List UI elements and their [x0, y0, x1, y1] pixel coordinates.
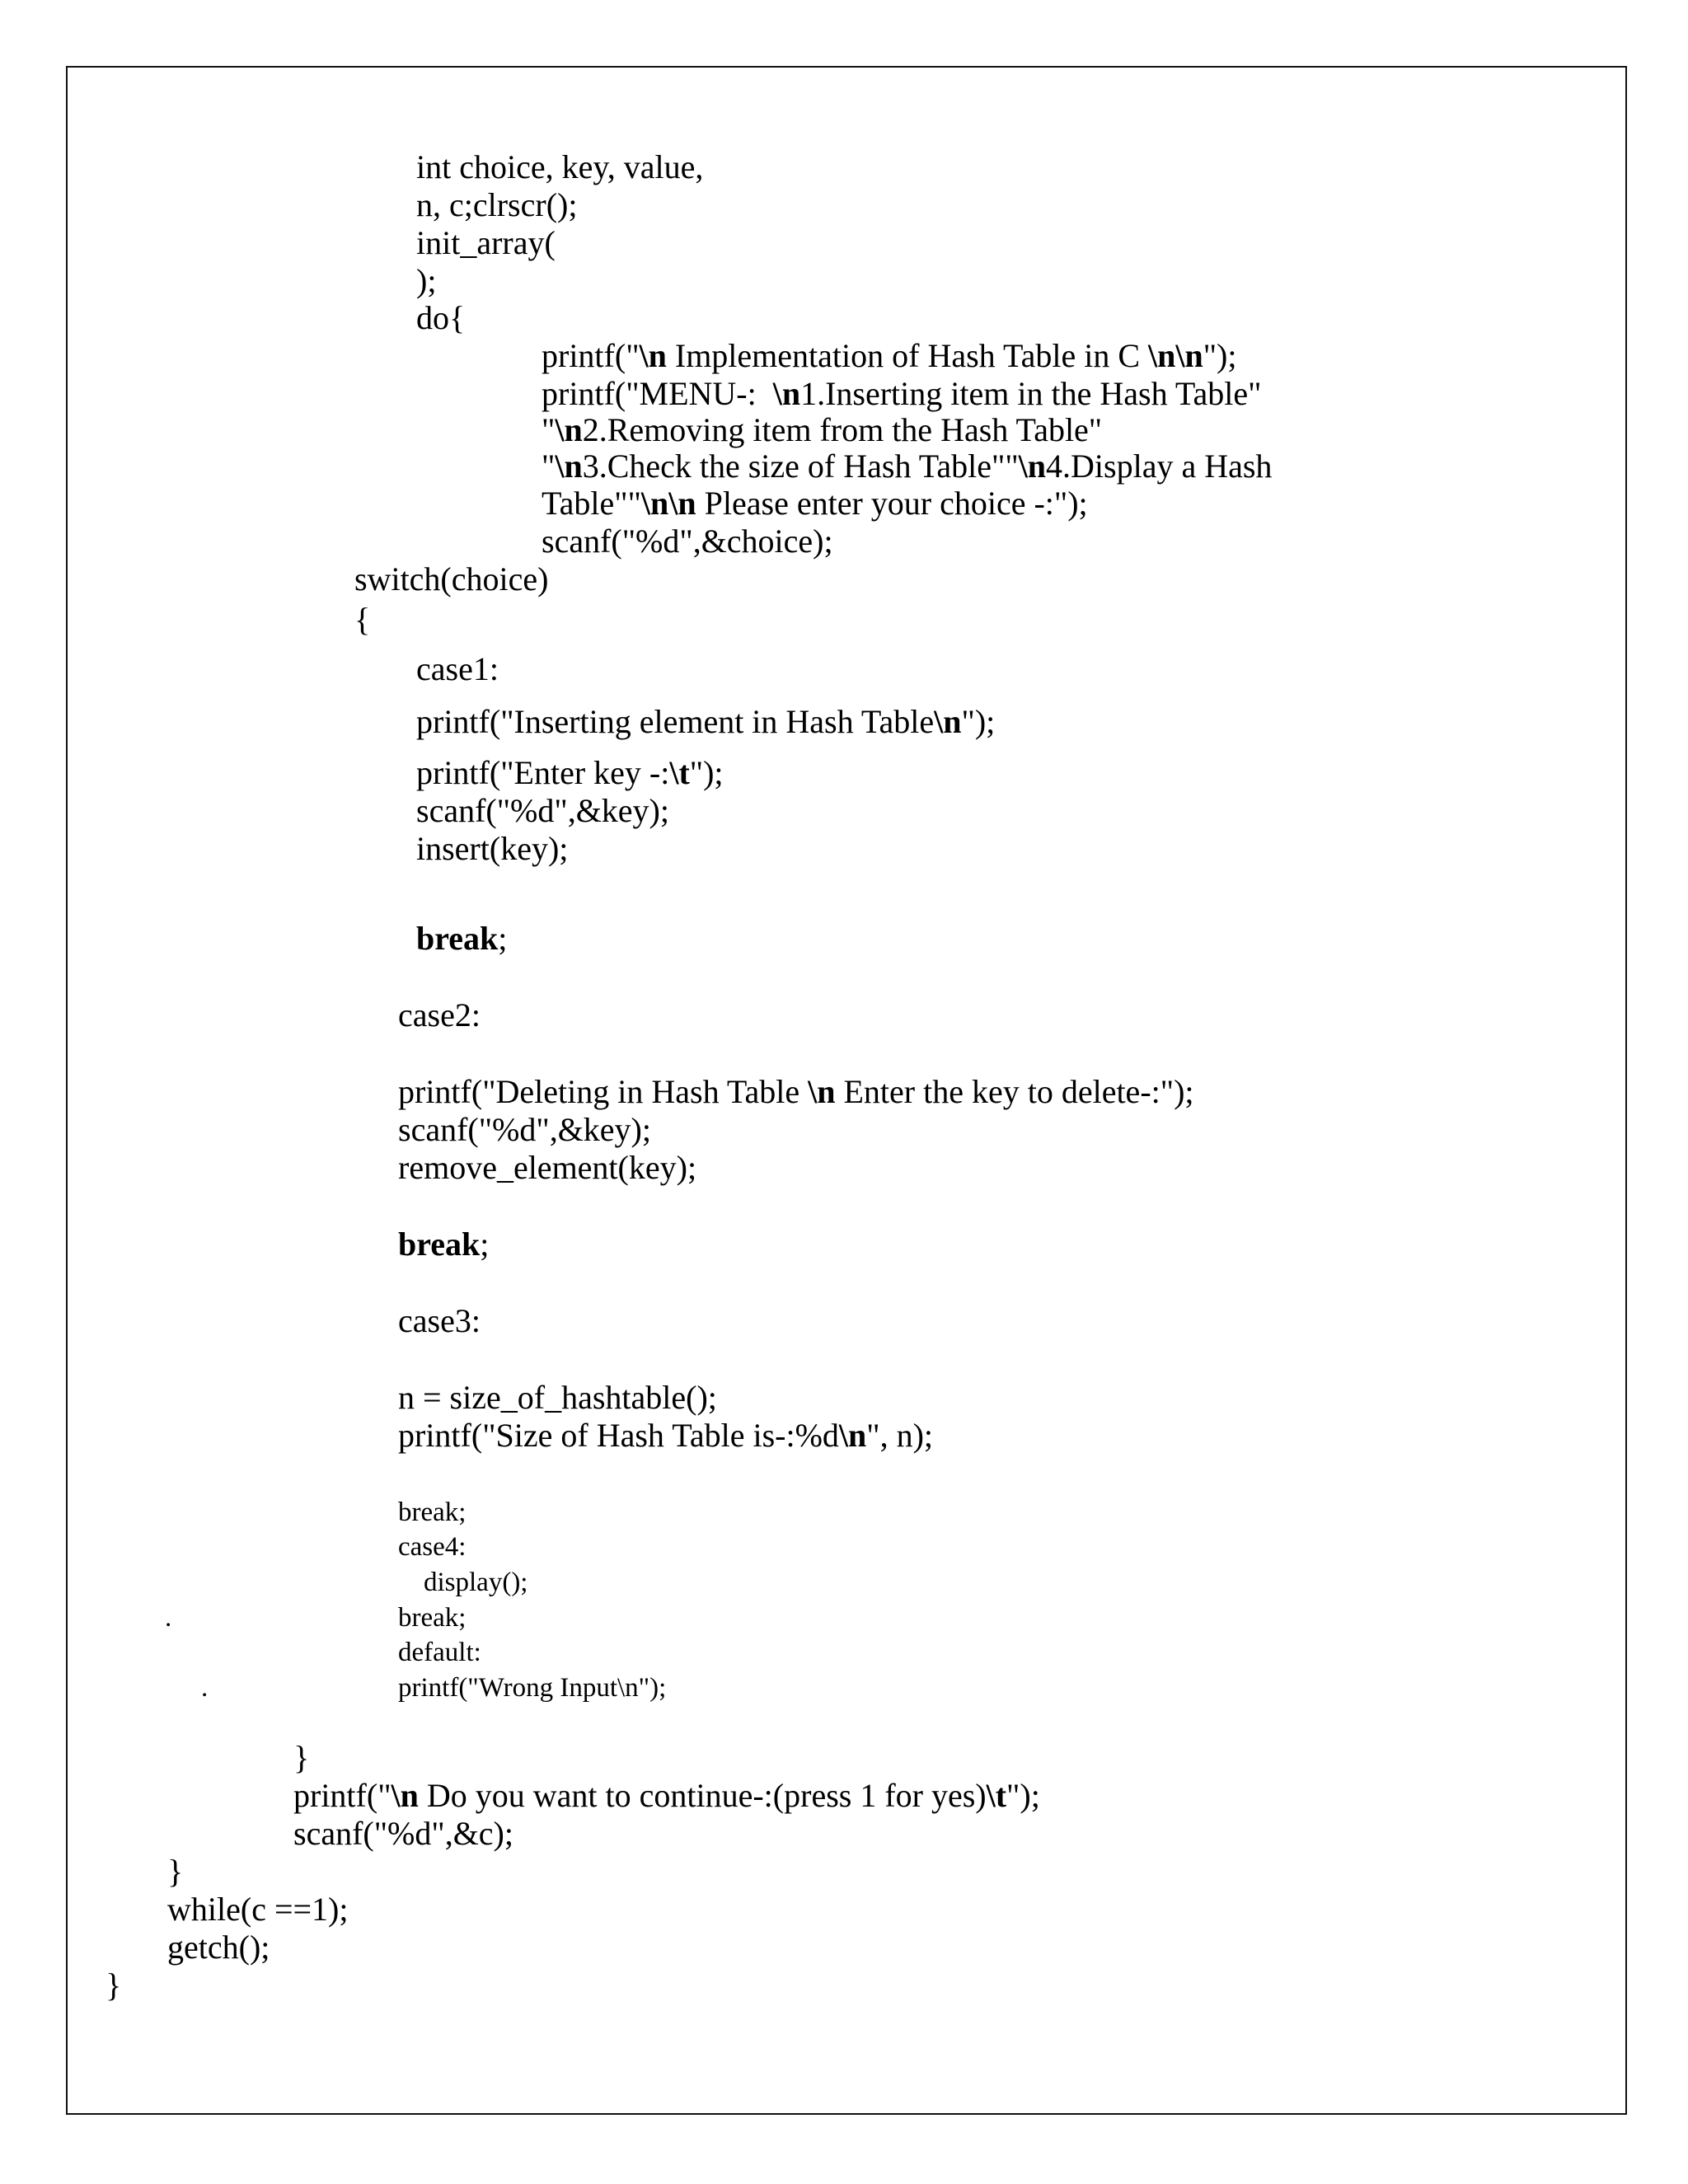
code-line: printf("Size of Hash Table is-:%d\n", n); — [398, 1417, 934, 1454]
code-line: case1: — [416, 650, 499, 687]
code-line: printf("Wrong Input\n"); — [398, 1673, 667, 1703]
code-line: } — [167, 1853, 184, 1890]
code-line: printf("Inserting element in Hash Table\n"); — [416, 703, 996, 740]
code-line: switch(choice) — [354, 560, 549, 598]
code-line: ); — [416, 262, 437, 299]
code-line: } — [293, 1739, 310, 1776]
code-line: Table""\n\n Please enter your choice -:"); — [542, 485, 1088, 522]
code-line: "\n3.Check the size of Hash Table""\n4.Display a Hash — [542, 448, 1273, 485]
code-line: printf("Deleting in Hash Table \n Enter the key to delete-:"); — [398, 1073, 1194, 1110]
code-line: while(c ==1); — [167, 1891, 349, 1928]
code-line: break; — [398, 1603, 467, 1633]
code-line: default: — [398, 1638, 481, 1667]
code-line: scanf("%d",&key); — [416, 792, 669, 829]
code-line: printf("MENU-: \n1.Inserting item in the Hash Table" — [542, 375, 1262, 412]
code-line: printf("Enter key -:\t"); — [416, 754, 724, 791]
code-line: case3: — [398, 1302, 481, 1339]
code-line: case2: — [398, 996, 481, 1033]
code-line: } — [106, 1966, 122, 2004]
code-line: init_array( — [416, 224, 556, 261]
code-line: "\n2.Removing item from the Hash Table" — [542, 411, 1103, 448]
code-line: break; — [398, 1226, 490, 1263]
code-line: do{ — [416, 299, 466, 336]
stray-dot: . — [165, 1603, 172, 1633]
code-line: display(); — [424, 1568, 528, 1597]
code-line: getch(); — [167, 1929, 270, 1966]
code-line: n, c;clrscr(); — [416, 186, 578, 223]
code-line: break; — [416, 920, 508, 957]
code-line: break; — [398, 1497, 467, 1527]
code-line: remove_element(key); — [398, 1149, 697, 1186]
stray-dot: . — [201, 1673, 209, 1703]
code-line: insert(key); — [416, 830, 569, 867]
code-line: int choice, key, value, — [416, 148, 704, 185]
code-line: scanf("%d",&key); — [398, 1111, 651, 1148]
code-line: printf("\n Implementation of Hash Table in C \n\n"); — [542, 337, 1237, 374]
code-line: scanf("%d",&c); — [293, 1815, 513, 1852]
code-line: case4: — [398, 1532, 467, 1562]
code-line: n = size_of_hashtable(); — [398, 1379, 717, 1416]
code-line: printf("\n Do you want to continue-:(press 1 for yes)\t"); — [293, 1777, 1040, 1814]
code-line: scanf("%d",&choice); — [542, 523, 833, 560]
code-line: { — [354, 601, 371, 638]
